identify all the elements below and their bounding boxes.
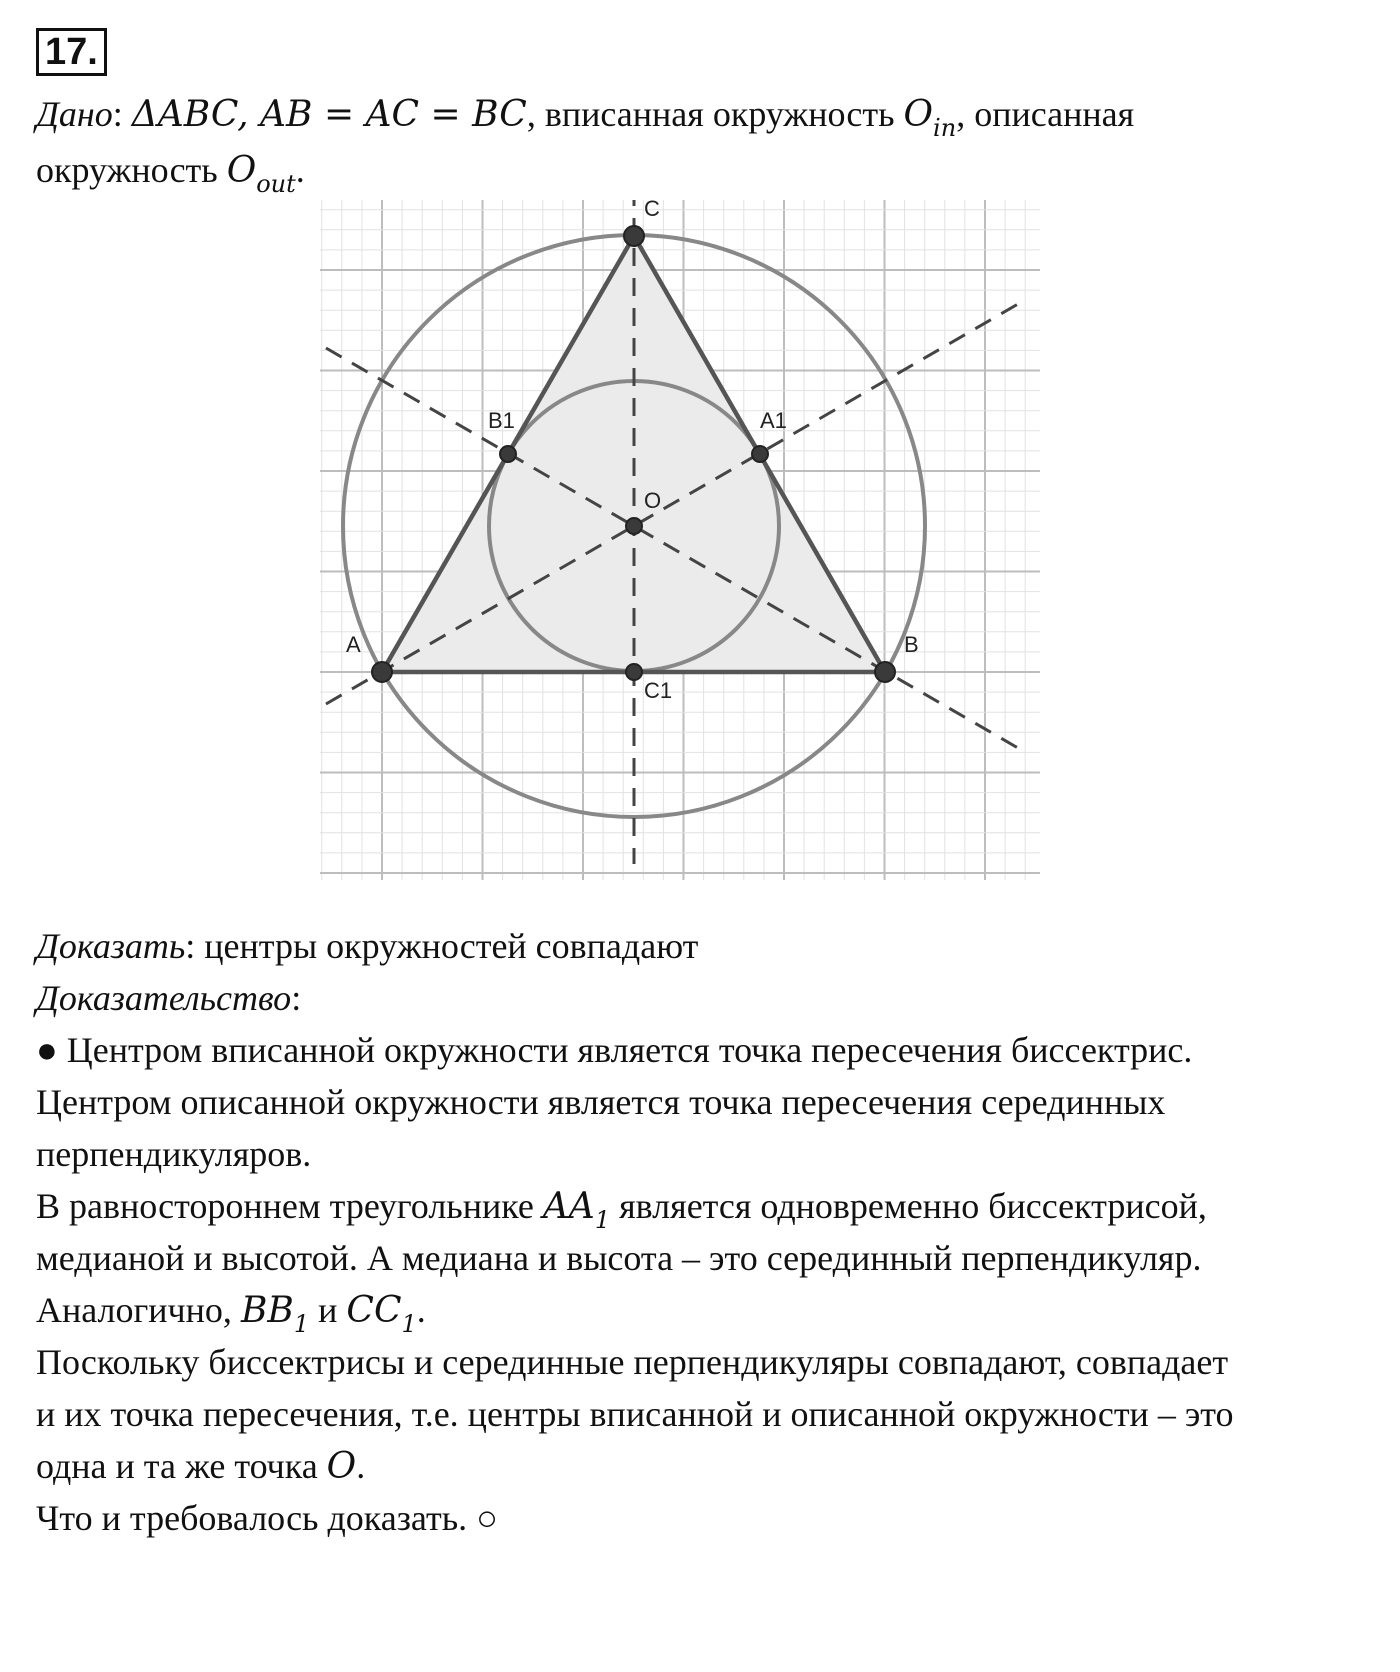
point-c: [624, 226, 644, 246]
proof-l6-s1: 1: [293, 1310, 310, 1338]
proof-l4-a: В равностороннем треугольнике: [36, 1186, 543, 1226]
proof-l4-math: AA: [542, 1186, 595, 1227]
point-a: [372, 662, 392, 682]
proof-line-10: Что и требовалось доказать. ○: [36, 1498, 498, 1538]
label-c1: C1: [644, 678, 673, 703]
given-triangle-math: ΔABC, AB = AC = BC: [131, 94, 527, 135]
point-a1: [752, 446, 768, 462]
point-c1: [626, 664, 642, 680]
given-line2-text: окружность: [36, 150, 227, 190]
label-o: O: [644, 488, 662, 513]
inscribed-symbol: O: [903, 94, 934, 135]
given-line-1: [36, 86, 1134, 146]
proof-l9-math: O: [326, 1446, 357, 1487]
geometry-figure: [320, 200, 1040, 880]
given-colon: :: [112, 94, 123, 134]
prove-text: : центры окружностей совпадают: [185, 926, 699, 966]
point-b1: [500, 446, 516, 462]
proof-label: Доказательство: [36, 978, 292, 1018]
proof-l6-m2: CC: [346, 1290, 402, 1331]
circumscribed-symbol: O: [226, 150, 257, 191]
point-b: [875, 662, 895, 682]
proof-l6-m1: BB: [240, 1290, 294, 1331]
proof-line-2: Центром описанной окружности является точка пересечения серединных: [36, 1082, 1166, 1122]
proof-heading: [36, 970, 301, 1026]
label-c: C: [644, 200, 660, 221]
proof-l4-sub: 1: [594, 1206, 611, 1234]
proof-colon: :: [291, 978, 302, 1018]
proof-l6-end: .: [416, 1290, 426, 1330]
label-b1: B1: [488, 408, 515, 433]
proof-line-5: медианой и высотой. А медиана и высота – это серединный перпендикуляр.: [36, 1238, 1202, 1278]
proof-line-1: ● Центром вписанной окружности является точка пересечения биссектрис.: [36, 1030, 1193, 1070]
proof-l6-and: и: [309, 1290, 347, 1330]
point-o: [626, 518, 642, 534]
proof-line-6: [36, 1282, 426, 1342]
given-text-after: , описанная: [956, 94, 1135, 134]
proof-line-3: перпендикуляров.: [36, 1134, 312, 1174]
proof-l6-a: Аналогично,: [36, 1290, 241, 1330]
proof-line-4: [36, 1178, 1207, 1238]
triangle-fill: [382, 236, 885, 672]
proof-line-9: [36, 1438, 365, 1495]
prove-label: Доказать: [36, 926, 186, 966]
given-text-mid: , вписанная окружность: [526, 94, 904, 134]
proof-l4-b: является одновременно биссектрисой,: [610, 1186, 1207, 1226]
given-line2-end: .: [295, 150, 305, 190]
circumscribed-sub: out: [256, 170, 296, 198]
proof-l9-end: .: [356, 1446, 366, 1486]
proof-l6-s2: 1: [401, 1310, 417, 1338]
given-line-2: [36, 142, 305, 202]
label-a1: A1: [760, 408, 787, 433]
inscribed-sub: in: [933, 114, 957, 142]
label-b: B: [904, 632, 919, 657]
given-label: Дано: [36, 94, 113, 134]
proof-line-8: и их точка пересечения, т.е. центры вписанной и описанной окружности – это: [36, 1394, 1234, 1434]
proof-l9-a: одна и та же точка: [36, 1446, 327, 1486]
proof-line-7: Поскольку биссектрисы и серединные перпендикуляры совпадают, совпадает: [36, 1342, 1229, 1382]
prove-line: [36, 918, 698, 974]
label-a: A: [346, 632, 361, 657]
problem-number: 17.: [36, 28, 107, 76]
